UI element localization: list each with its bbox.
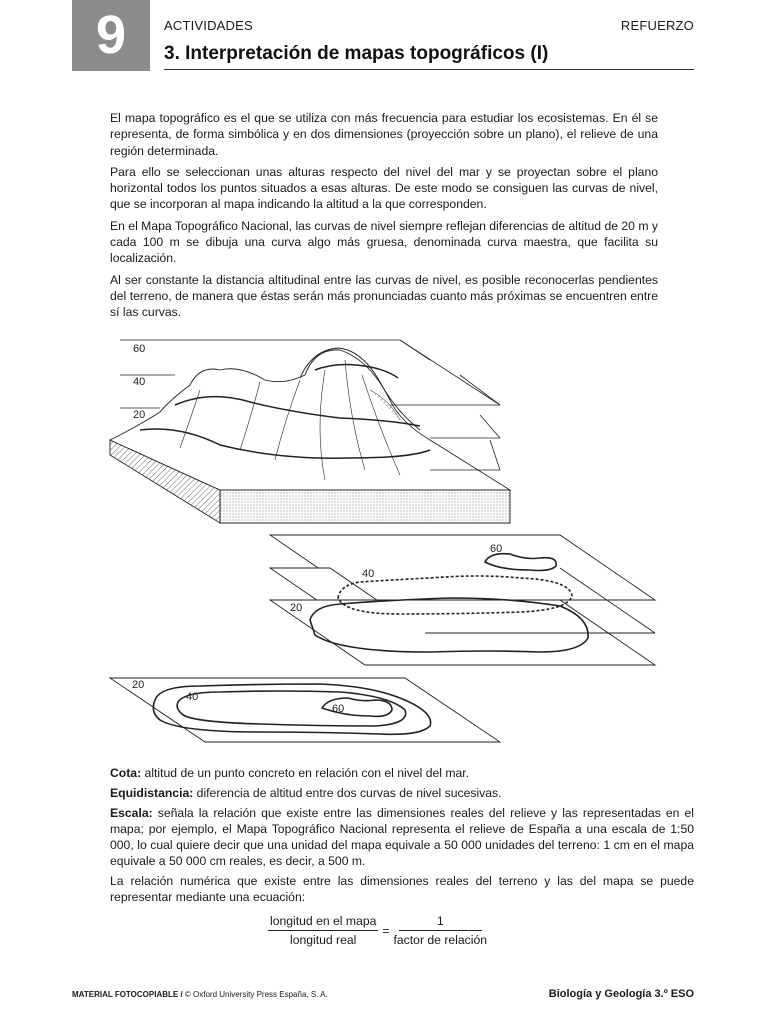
topographic-map-view [110,678,500,742]
formula-right-numerator: 1 [399,914,482,931]
formula-left-fraction [268,914,378,947]
plane-label-20: 20 [290,602,303,614]
formula-right-fraction [394,914,488,947]
formula-equals: = [382,923,390,938]
plane-60-edge [120,340,430,360]
intro-paragraph-3: En el Mapa Topográfico Nacional, las curvas de nivel siempre reflejan diferencias de altitud de 20 m y cada 100 m se dibuja una curva algo más gruesa, denominada curva maestra, que facilita su localización. [110,218,658,266]
plane-label-40: 40 [362,568,375,580]
page-footer [72,988,694,1000]
map-label-20: 20 [132,679,145,691]
footer-copyright: MATERIAL FOTOCOPIABLE / © Oxford University Press España, S. A. [72,990,328,999]
header-divider [164,69,694,70]
topographic-figure [100,330,670,760]
map-label-60: 60 [332,703,345,715]
formula-left-denominator: longitud real [289,933,357,947]
relief-label-40: 40 [133,376,146,388]
relief-label-20: 20 [133,409,146,421]
intro-paragraph-2: Para ello se seleccionan unas alturas respecto del nivel del mar y se proyectan sobre el plano horizontal todos los puntos situados a esas alturas. De este modo se consiguen las curvas de nivel, que se incorporan al mapa indicando la altitud a la que corresponden. [110,164,658,212]
formula-right-denominator: factor de relación [393,933,488,947]
block-front-side [220,490,510,523]
intro-paragraph-1: El mapa topográfico es el que se utiliza con más frecuencia para estudiar los ecosistemas. En él se representa, de forma simbólica y en dos dimensiones (proyección sobre un plano), el relieve de una región determinada. [110,111,658,158]
footer-subject: Biología y Geología 3.º ESO [548,988,694,1000]
header-top [164,18,694,33]
definition-equidistancia: Equidistancia: diferencia de altitud entre dos curvas de nivel sucesivas. [110,786,502,800]
relief-label-60: 60 [133,343,146,355]
map-label-40: 40 [186,691,199,703]
unit-number-badge: 9 [72,0,150,71]
relation-text: La relación numérica que existe entre las dimensiones reales del terreno y las del mapa se puede representar mediante una ecuación: [110,874,694,904]
level-label: REFUERZO [620,18,694,33]
relief-block-diagram [110,340,510,523]
section-label: ACTIVIDADES [164,18,253,33]
definition-escala: Escala: señala la relación que existe entre las dimensiones reales del relieve y las representadas en el mapa; por ejemplo, el Mapa Topográfico Nacional representa el relieve de España a una escala de 1:50 000, lo cual quiere decir que una unidad del mapa equivale a 50 000 unidades del terreno: 1 cm en el mapa equivale a 50 000 cm reales, es decir, a 500 m. [110,806,694,868]
definitions [110,765,694,909]
definition-cota: Cota: altitud de un punto concreto en relación con el nivel del mar. [110,766,470,780]
page-title: 3. Interpretación de mapas topográficos (I) [164,43,549,64]
intro-paragraph-4: Al ser constante la distancia altitudinal entre las curvas de nivel, es posible reconocerlas pendientes del terreno, de manera que éstas serán más pronunciadas cuanto más próximas se encuentren entre sí las curvas. [110,272,658,320]
formula-left-numerator: longitud en el mapa [268,914,378,931]
plane-20 [270,600,655,665]
scale-formula [268,914,487,947]
stacked-contour-planes [270,535,655,665]
intro-text [110,110,658,326]
plane-label-60: 60 [490,543,503,555]
